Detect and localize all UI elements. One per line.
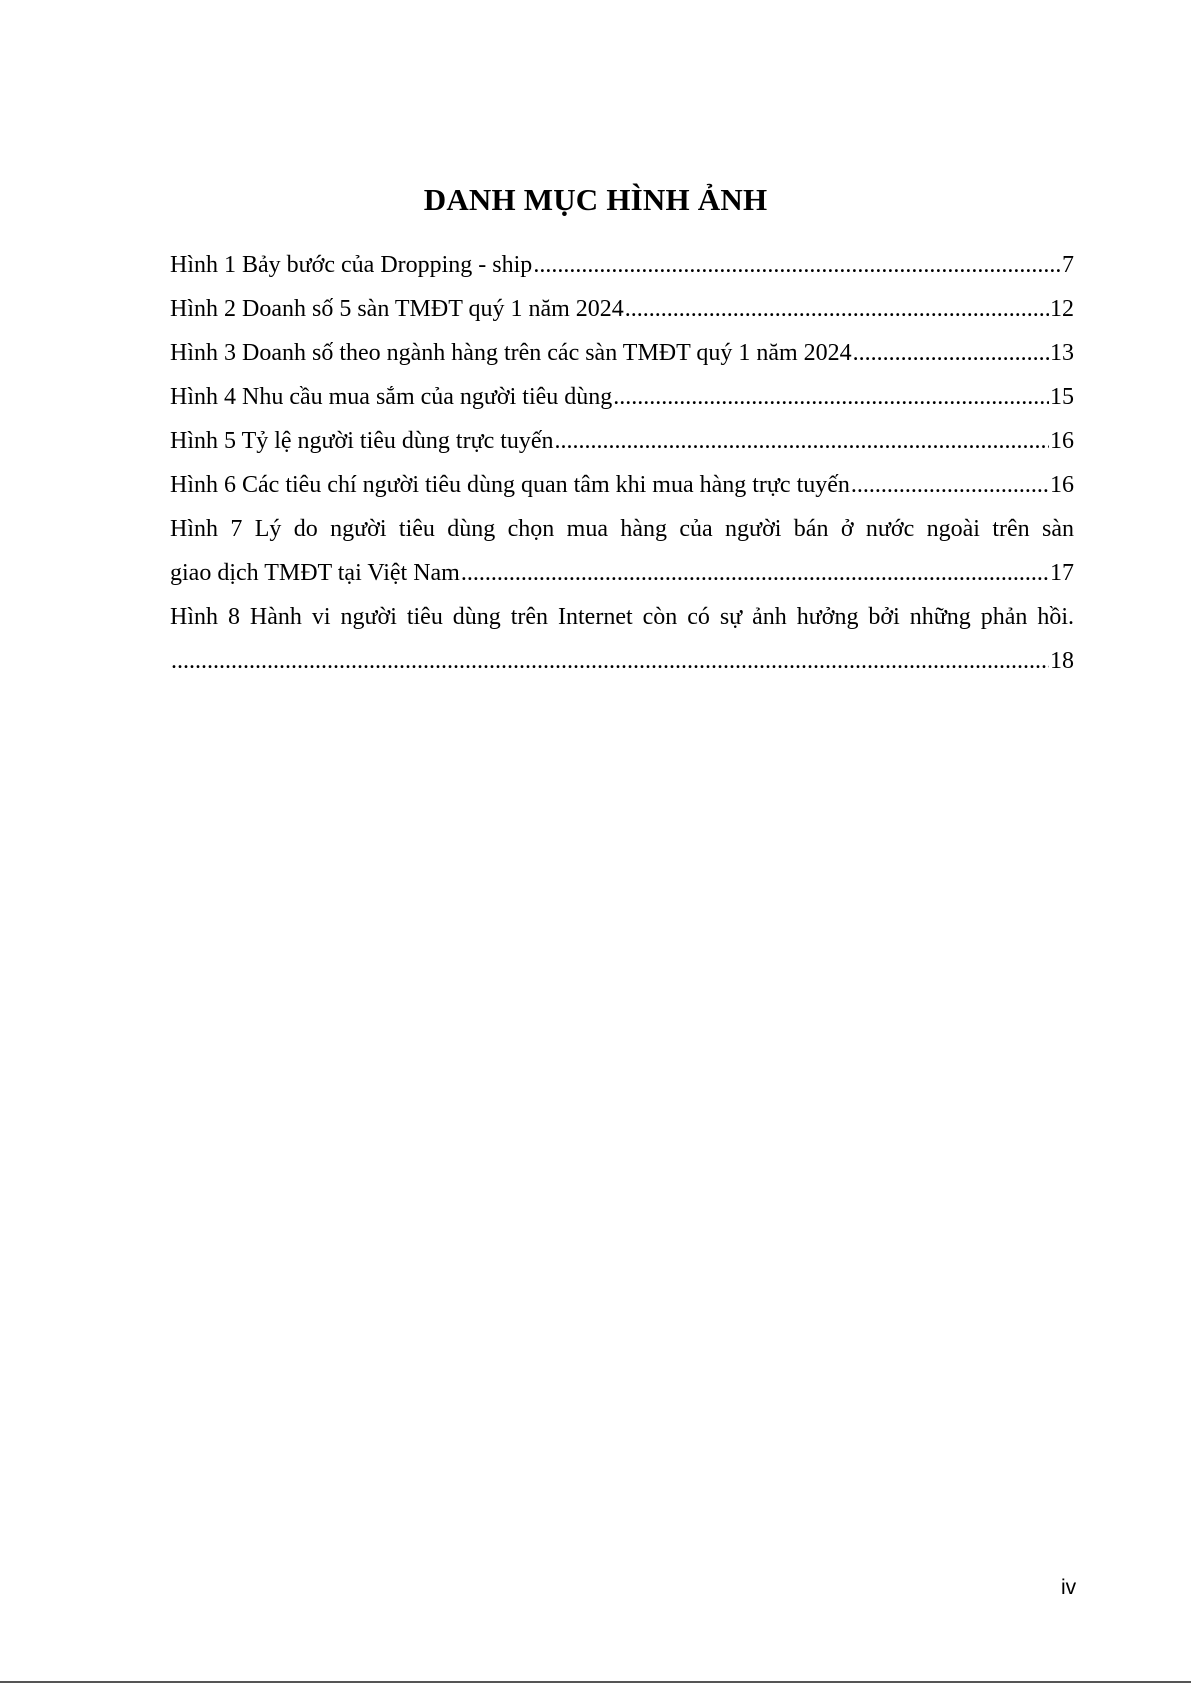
entry-page-number: 18 (1050, 648, 1074, 674)
list-item (170, 463, 1074, 507)
dot-leader (555, 419, 1049, 463)
page-number: iv (1061, 1576, 1077, 1599)
entry-text: Hình 1 Bảy bước của Dropping - ship (170, 252, 533, 278)
entry-text: Hình 3 Doanh số theo ngành hàng trên các sàn TMĐT quý 1 năm 2024 (170, 340, 852, 366)
entry-page-number: 13 (1050, 340, 1074, 366)
list-item (170, 331, 1074, 375)
entry-text-line-1: Hình 8 Hành vi người tiêu dùng trên Internet còn có sự ảnh hưởng bởi những phản hồi. (170, 604, 1074, 630)
list-item (170, 507, 1074, 595)
entry-page-number: 16 (1050, 472, 1074, 498)
list-item (170, 419, 1074, 463)
entry-text: Hình 2 Doanh số 5 sàn TMĐT quý 1 năm 2024 (170, 296, 624, 322)
page-title: DANH MỤC HÌNH ẢNH (423, 182, 768, 217)
entry-text: Hình 4 Nhu cầu mua sắm của người tiêu dùng (170, 384, 613, 410)
dot-leader (171, 639, 1049, 683)
entry-page-number: 16 (1050, 428, 1074, 454)
list-item (170, 287, 1074, 331)
list-item (170, 243, 1074, 287)
dot-leader (613, 375, 1049, 419)
dot-leader (625, 287, 1049, 331)
figure-list (170, 243, 1074, 683)
entry-text: Hình 6 Các tiêu chí người tiêu dùng quan tâm khi mua hàng trực tuyến (170, 472, 850, 498)
list-item (170, 595, 1074, 683)
entry-page-number: 12 (1050, 296, 1074, 322)
dot-leader (461, 551, 1049, 595)
entry-page-number: 17 (1050, 560, 1074, 586)
dot-leader (853, 331, 1049, 375)
entry-page-number: 7 (1062, 252, 1074, 278)
page-bottom-rule (0, 1681, 1191, 1683)
list-item (170, 375, 1074, 419)
entry-text-line-1: Hình 7 Lý do người tiêu dùng chọn mua hàng của người bán ở nước ngoài trên sàn (170, 516, 1074, 542)
dot-leader (533, 243, 1061, 287)
entry-page-number: 15 (1050, 384, 1074, 410)
entry-text: Hình 5 Tỷ lệ người tiêu dùng trực tuyến (170, 428, 554, 454)
dot-leader (851, 463, 1049, 507)
entry-text-line-2: giao dịch TMĐT tại Việt Nam (170, 560, 460, 586)
